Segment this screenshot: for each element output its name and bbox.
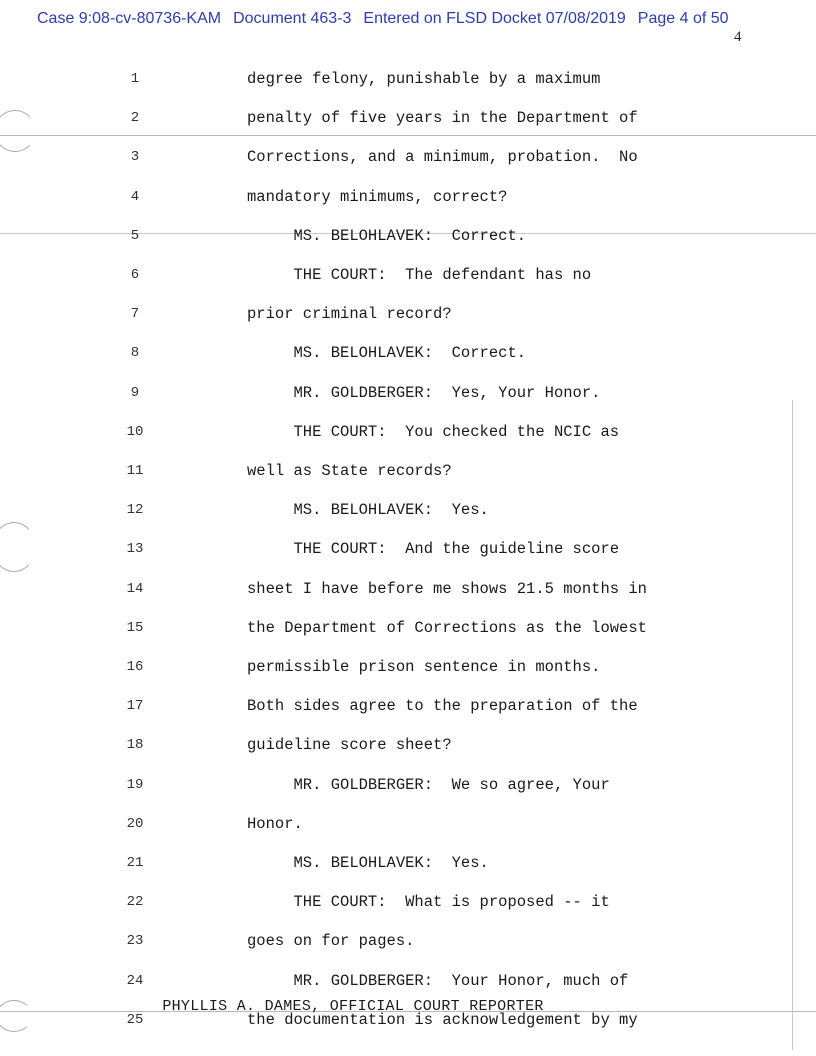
line-number: 10 xyxy=(126,423,144,440)
line-number: 24 xyxy=(126,972,144,989)
line-text: THE COURT: What is proposed -- it xyxy=(247,893,610,912)
line-text: MS. BELOHLAVEK: Yes. xyxy=(247,854,489,872)
transcript-line xyxy=(0,222,816,250)
court-reporter-footer: PHYLLIS A. DAMES, OFFICIAL COURT REPORTER xyxy=(162,998,544,1015)
transcript-line xyxy=(0,535,816,563)
transcript-line xyxy=(0,183,816,211)
line-text: MS. BELOHLAVEK: Yes. xyxy=(247,501,489,520)
transcript-line xyxy=(0,692,816,720)
line-text: well as State records? xyxy=(247,462,452,480)
transcript-line xyxy=(0,143,816,171)
line-number: 22 xyxy=(126,894,144,911)
line-text: THE COURT: The defendant has no xyxy=(247,266,592,284)
line-number: 3 xyxy=(130,149,140,166)
page-count: Page 4 of 50 xyxy=(637,10,729,27)
transcript-line xyxy=(0,849,816,877)
line-text: THE COURT: You checked the NCIC as xyxy=(247,422,620,441)
line-number: 7 xyxy=(130,306,140,323)
transcript-line xyxy=(0,731,816,759)
line-text: degree felony, punishable by a maximum xyxy=(247,70,601,88)
transcript-line xyxy=(0,888,816,916)
scan-rule-top xyxy=(0,135,816,136)
transcript-line xyxy=(0,575,816,603)
line-text: MR. GOLDBERGER: Yes, Your Honor. xyxy=(247,383,601,402)
line-number: 23 xyxy=(126,933,144,950)
line-text: MR. GOLDBERGER: We so agree, Your xyxy=(247,775,610,794)
line-number: 13 xyxy=(126,541,144,558)
line-text: mandatory minimums, correct? xyxy=(247,187,508,206)
transcript-line xyxy=(0,261,816,289)
transcript-line xyxy=(0,810,816,838)
line-number: 21 xyxy=(126,855,144,871)
line-number: 8 xyxy=(130,345,140,362)
transcript-line xyxy=(0,300,816,328)
line-text: permissible prison sentence in months. xyxy=(247,658,601,676)
line-text: THE COURT: And the guideline score xyxy=(247,540,620,559)
transcript-line xyxy=(0,496,816,524)
line-text: Honor. xyxy=(247,814,303,833)
line-text: the documentation is acknowledgement by my xyxy=(247,1010,638,1029)
entered-date: Entered on FLSD Docket 07/08/2019 xyxy=(363,10,626,27)
line-text: guideline score sheet? xyxy=(247,736,452,755)
line-text: Both sides agree to the preparation of the xyxy=(247,697,638,716)
transcript-line xyxy=(0,379,816,407)
line-number: 2 xyxy=(130,110,140,127)
document-number: Document 463-3 xyxy=(233,10,352,27)
transcript-line xyxy=(0,339,816,367)
line-text: MS. BELOHLAVEK: Correct. xyxy=(247,226,527,245)
line-number: 19 xyxy=(126,776,144,793)
line-text: MS. BELOHLAVEK: Correct. xyxy=(247,344,527,363)
line-number: 18 xyxy=(126,737,144,754)
line-number: 16 xyxy=(126,659,144,675)
transcript-line xyxy=(0,967,816,995)
line-number: 1 xyxy=(130,71,140,87)
line-text: MR. GOLDBERGER: Your Honor, much of xyxy=(247,971,629,990)
line-number: 20 xyxy=(126,815,144,832)
transcript-line xyxy=(0,418,816,446)
transcript-line xyxy=(0,65,816,93)
case-number: Case 9:08-cv-80736-KAM xyxy=(37,10,222,27)
line-number: 12 xyxy=(126,502,144,519)
line-number: 25 xyxy=(126,1011,144,1028)
docket-header xyxy=(37,10,757,28)
line-number: 9 xyxy=(130,384,140,401)
line-text: sheet I have before me shows 21.5 months in xyxy=(247,579,647,598)
line-number: 15 xyxy=(126,619,144,636)
line-number: 4 xyxy=(130,188,140,205)
line-text: prior criminal record? xyxy=(247,305,452,324)
line-text: goes on for pages. xyxy=(247,932,415,951)
line-text: the Department of Corrections as the lowest xyxy=(247,618,647,637)
line-text: penalty of five years in the Department of xyxy=(247,109,638,128)
line-number: 14 xyxy=(126,580,144,597)
line-text: Corrections, and a minimum, probation. No xyxy=(247,148,638,167)
line-number: 17 xyxy=(126,698,144,715)
transcript-line xyxy=(0,614,816,642)
transcript-line xyxy=(0,927,816,955)
transcript-line xyxy=(0,104,816,132)
transcript-line xyxy=(0,457,816,485)
line-number: 6 xyxy=(130,267,140,283)
transcript-line xyxy=(0,771,816,799)
line-number: 5 xyxy=(130,227,140,244)
transcript-line xyxy=(0,653,816,681)
page-number: 4 xyxy=(734,29,742,45)
line-number: 11 xyxy=(126,463,144,479)
